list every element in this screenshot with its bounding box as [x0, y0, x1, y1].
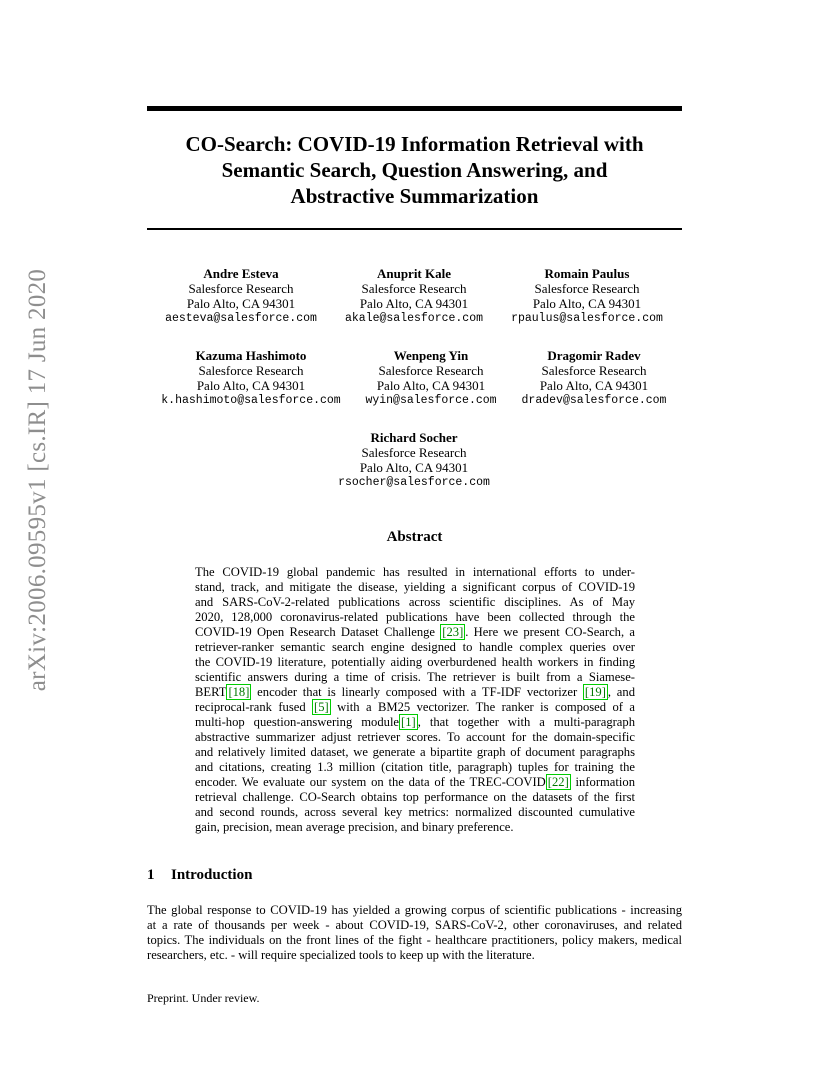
author-location: Palo Alto, CA 94301 [532, 296, 642, 311]
author-location: Palo Alto, CA 94301 [359, 460, 469, 475]
author-name: Wenpeng Yin [393, 348, 469, 363]
author-affiliation: Salesforce Research [188, 281, 294, 296]
abstract-line: retriever-ranker semantic search engine designed to handle complex queries over [195, 640, 635, 654]
introduction-paragraph [147, 903, 682, 963]
abstract-line-text: . Here we present CO-Search, a [465, 625, 635, 639]
author-location: Palo Alto, CA 94301 [196, 378, 306, 393]
abstract-line: and SARS-CoV-2-related publications across scientific disciplines. As of May [195, 595, 635, 609]
author-affiliation: Salesforce Research [198, 363, 304, 378]
abstract-line-text: COVID-19 Open Research Dataset Challenge [195, 625, 441, 639]
author-email[interactable]: rpaulus@salesforce.com [511, 312, 663, 325]
citation-link-18[interactable]: [18] [228, 685, 250, 699]
section-title: Introduction [171, 867, 253, 883]
author-name: Anuprit Kale [376, 266, 452, 281]
paragraph-line: at a rate of thousands per week - about COVID-19, SARS-CoV-2, other coronaviruses, and related [147, 918, 682, 932]
author-location: Palo Alto, CA 94301 [186, 296, 296, 311]
author-email[interactable]: dradev@salesforce.com [521, 394, 667, 407]
abstract-line-text: encoder that is linearly composed with a TF-IDF vectorizer [251, 685, 583, 699]
abstract-line: The COVID-19 global pandemic has resulted in international efforts to under- [195, 565, 635, 579]
abstract-line [195, 685, 635, 700]
paper-title [147, 131, 682, 209]
author-name: Andre Esteva [203, 266, 279, 281]
author-block [477, 266, 697, 326]
abstract-line [195, 775, 635, 790]
abstract-line: scientific answers during a time of crisis. The retriever is built from a Siamese- [195, 670, 635, 684]
author-location: Palo Alto, CA 94301 [539, 378, 649, 393]
title-line: Abstractive Summarization [290, 184, 539, 208]
abstract-line-text: information [570, 775, 635, 789]
author-name: Kazuma Hashimoto [195, 348, 307, 363]
author-email[interactable]: rsocher@salesforce.com [338, 476, 490, 489]
citation-link-23[interactable]: [23] [442, 625, 464, 639]
abstract-line-text: BERT [195, 685, 227, 699]
author-block [484, 348, 704, 408]
author-email[interactable]: k.hashimoto@salesforce.com [161, 394, 341, 407]
abstract-line: retrieval challenge. CO-Search obtains top performance on the datasets of the first [195, 790, 635, 804]
paragraph-line: researchers, etc. - will require specialized tools to keep up with the literature. [147, 948, 535, 962]
title-line: CO-Search: COVID-19 Information Retrieval with [185, 132, 644, 156]
introduction-heading [147, 867, 252, 884]
title-bottom-rule [147, 228, 682, 230]
abstract-line-text: reciprocal-rank fused [195, 700, 313, 714]
abstract-line: and citations, creating 1.3 million (citation title, paragraph) tuples for training the [195, 760, 635, 774]
author-email[interactable]: wyin@salesforce.com [365, 394, 497, 407]
citation-link-5[interactable]: [5] [314, 700, 329, 714]
abstract-line: and relatively limited dataset, we generate a bipartite graph of document paragraphs [195, 745, 635, 759]
author-affiliation: Salesforce Research [361, 281, 467, 296]
abstract-line-text: , that together with a multi-paragraph [417, 715, 635, 729]
author-location: Palo Alto, CA 94301 [359, 296, 469, 311]
abstract-line-text: with a BM25 vectorizer. The ranker is composed of a [330, 700, 635, 714]
citation-link-19[interactable]: [19] [584, 685, 606, 699]
abstract-line: abstractive summarizer adjust retriever scores. To account for the domain-specific [195, 730, 635, 744]
paragraph-line: topics. The individuals on the front lines of the fight - healthcare practitioners, policy makers, medical [147, 933, 682, 947]
abstract-line: 2020, 128,000 coronavirus-related publications have been collected through the [195, 610, 635, 624]
abstract-line [195, 700, 635, 715]
abstract-text [195, 565, 635, 835]
author-name: Romain Paulus [544, 266, 630, 281]
author-affiliation: Salesforce Research [534, 281, 640, 296]
arxiv-identifier-stamp: arXiv:2006.09595v1 [cs.IR] 17 Jun 2020 [24, 268, 51, 692]
author-email[interactable]: akale@salesforce.com [344, 312, 484, 325]
title-top-rule [147, 106, 682, 111]
abstract-line-text: , and [607, 685, 635, 699]
abstract-line [195, 625, 635, 640]
preprint-note: Preprint. Under review. [147, 991, 260, 1005]
section-number: 1 [147, 867, 155, 883]
author-affiliation: Salesforce Research [361, 445, 467, 460]
author-affiliation: Salesforce Research [541, 363, 647, 378]
title-line: Semantic Search, Question Answering, and [221, 158, 608, 182]
abstract-line: stand, track, and mitigate the disease, yielding a significant corpus of COVID-19 [195, 580, 635, 594]
author-location: Palo Alto, CA 94301 [376, 378, 486, 393]
author-affiliation: Salesforce Research [378, 363, 484, 378]
author-name: Richard Socher [370, 430, 458, 445]
author-block [304, 430, 524, 490]
abstract-line-text: encoder. We evaluate our system on the data of the TREC-COVID [195, 775, 546, 789]
abstract-line [195, 715, 635, 730]
abstract-line: gain, precision, mean average precision, and binary preference. [195, 820, 514, 834]
abstract-line-text: multi-hop question-answering module [195, 715, 400, 729]
abstract-heading: Abstract [386, 529, 443, 545]
paragraph-line: The global response to COVID-19 has yielded a growing corpus of scientific publications - increasing [147, 903, 682, 917]
author-name: Dragomir Radev [547, 348, 641, 363]
author-email[interactable]: aesteva@salesforce.com [165, 312, 317, 325]
citation-link-22[interactable]: [22] [547, 775, 569, 789]
abstract-line: and second rounds, across several key metrics: normalized discounted cumulative [195, 805, 635, 819]
citation-link-1[interactable]: [1] [401, 715, 416, 729]
abstract-line: the COVID-19 literature, potentially aiding overburdened health workers in finding [195, 655, 635, 669]
